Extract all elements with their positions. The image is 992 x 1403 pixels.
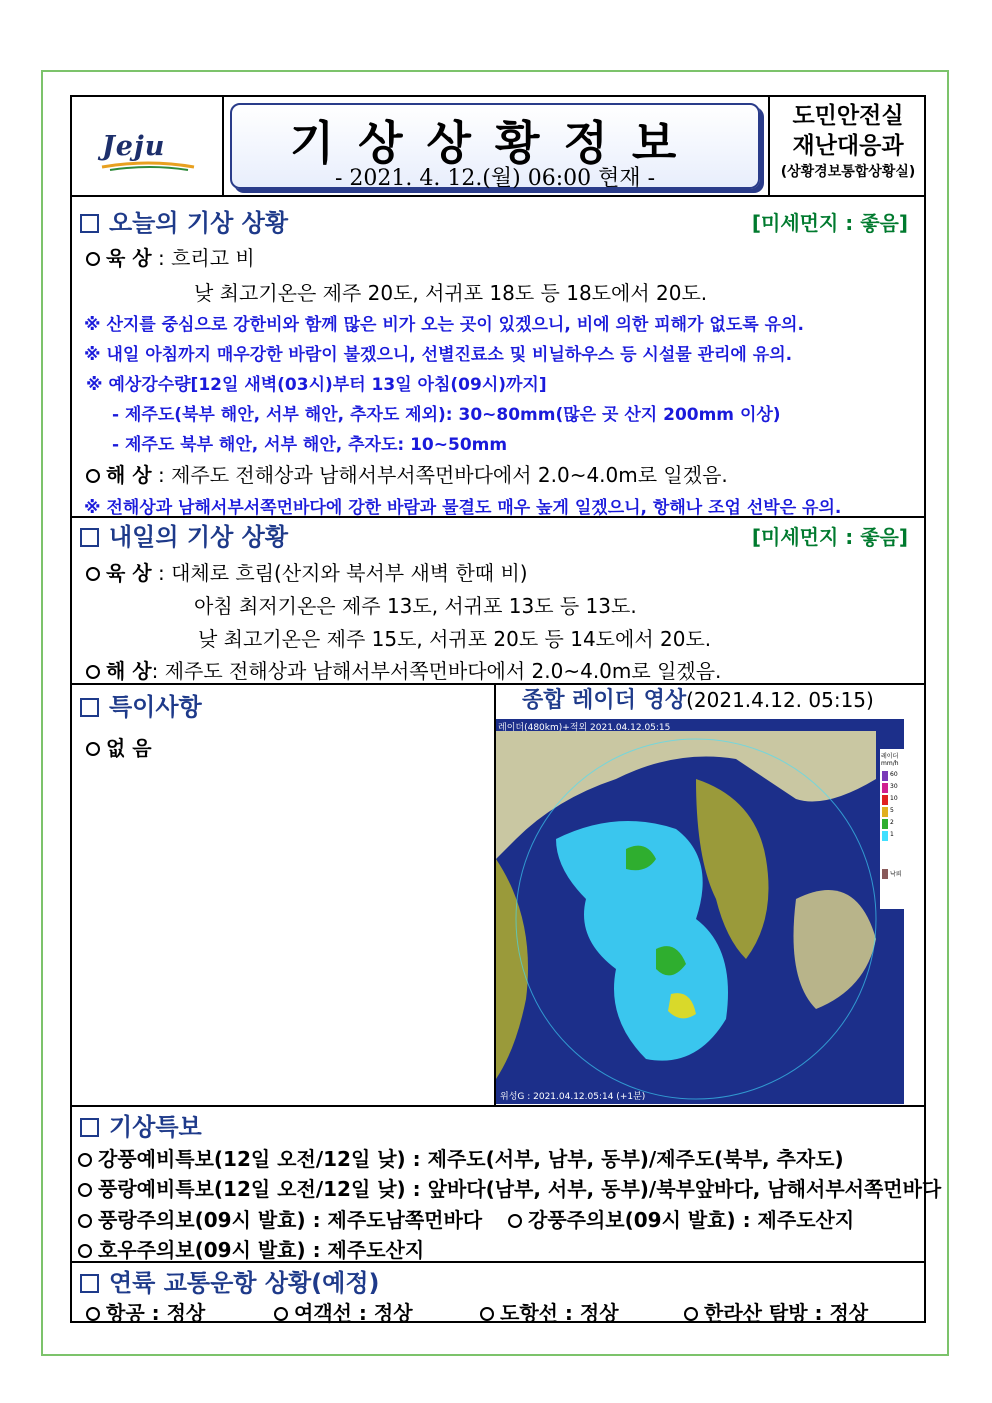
today-land-text: : 흐리고 비 [157, 246, 255, 270]
radar-title-text: 종합 레이더 영상 [522, 688, 687, 713]
circle-bullet-icon [86, 252, 100, 266]
today-title-text: 오늘의 기상 상황 [109, 209, 288, 237]
legend-value: 5 [890, 807, 894, 814]
circle-bullet-icon [86, 469, 100, 483]
checkbox-square-icon [80, 528, 99, 547]
today-land-label: 육 상 [106, 246, 152, 270]
legend-swatch [882, 783, 888, 793]
legend-swatch [882, 807, 888, 817]
logo-swoosh-icon [100, 161, 196, 171]
today-rain-2: - 제주도 북부 해안, 서부 해안, 추자도: 10~50mm [112, 435, 508, 455]
circle-bullet-icon [78, 1183, 92, 1197]
warning-item [78, 1143, 844, 1172]
warning-item-text: 강풍주의보(09시 발효) : 제주도산지 [528, 1208, 855, 1232]
transport-item [86, 1297, 205, 1326]
transport-item-text: 항공 : 정상 [106, 1301, 206, 1325]
circle-bullet-icon [274, 1307, 288, 1321]
circle-bullet-icon [508, 1214, 522, 1228]
logo-text: Jeju [102, 131, 166, 162]
today-rain-1: - 제주도(북부 해안, 서부 해안, 추자도 제외): 30~80mm(많은 곳 산지 200mm 이상) [112, 405, 781, 425]
today-note-3: ※ 전해상과 남해서부서쪽먼바다에 강한 바람과 물결도 매우 높게 일겠으니, 항해나 조업 선박은 유의. [84, 498, 842, 518]
tomorrow-sea-label: 해 상 [106, 659, 152, 683]
report-datetime: - 2021. 4. 12.(월) 06:00 현재 - [334, 166, 656, 191]
special-section-title [80, 687, 202, 722]
tomorrow-title-text: 내일의 기상 상황 [109, 523, 288, 551]
dept-name-3: (상황경보통합상황실) [780, 164, 916, 180]
dept-name-2: 재난대응과 [792, 133, 904, 159]
legend-swatch [882, 869, 888, 879]
circle-bullet-icon [86, 567, 100, 581]
today-sea-label: 해 상 [106, 463, 152, 487]
warning-item-text: 호우주의보(09시 발효) : 제주도산지 [98, 1238, 425, 1262]
radar-legend [880, 749, 904, 909]
legend-value: 2 [890, 819, 894, 826]
tomorrow-land-text: : 대체로 흐림(산지와 북서부 새벽 한때 비) [157, 561, 528, 585]
legend-value: 60 [890, 771, 898, 778]
radar-map-graphic [496, 719, 904, 1104]
jeju-logo [72, 97, 224, 195]
transport-title-text: 연륙 교통운항 상황(예정) [109, 1269, 380, 1297]
warning-item [78, 1234, 424, 1263]
transport-item [480, 1297, 619, 1326]
checkbox-square-icon [80, 698, 99, 717]
transport-item-text: 여객선 : 정상 [294, 1301, 413, 1325]
warning-item-text: 풍랑예비특보(12일 오전/12일 낮) : 앞바다(남부, 서부, 동부)/북부앞바다, 남해서부서쪽먼바다 [98, 1177, 942, 1201]
title-box [230, 103, 760, 189]
today-rain-title: ※ 예상강수량[12일 새벽(03시)부터 13일 아침(09시)까지] [86, 375, 547, 395]
legend-value: 30 [890, 783, 898, 790]
checkbox-square-icon [80, 1118, 99, 1137]
warning-item-text: 풍랑주의보(09시 발효) : 제주도남쪽먼바다 [98, 1208, 483, 1232]
circle-bullet-icon [78, 1244, 92, 1258]
tomorrow-land-label: 육 상 [106, 561, 152, 585]
page-title: 기상상황정보 [289, 116, 701, 170]
legend-lightning: 낙뢰 [890, 871, 902, 878]
today-land-temp: 낮 최고기온은 제주 20도, 서귀포 18도 등 18도에서 20도. [194, 281, 708, 305]
legend-unit: mm/h [881, 760, 899, 767]
tomorrow-sea-line [86, 655, 721, 684]
circle-bullet-icon [86, 742, 100, 756]
warning-item-text: 강풍예비특보(12일 오전/12일 낮) : 제주도(서부, 남부, 동부)/제주도(북부, 추자도) [98, 1147, 844, 1171]
transport-item [684, 1297, 868, 1326]
today-sea-text: : 제주도 전해상과 남해서부서쪽먼바다에서 2.0~4.0m로 일겠음. [157, 463, 728, 487]
tomorrow-min-temp: 아침 최저기온은 제주 13도, 서귀포 13도 등 13도. [194, 594, 637, 618]
tomorrow-sea-text: : 제주도 전해상과 남해서부서쪽먼바다에서 2.0~4.0m로 일겠음. [151, 659, 722, 683]
radar-caption: 레이더(480km)+적외 2021.04.12.05:15 [498, 723, 671, 733]
transport-item [274, 1297, 413, 1326]
tomorrow-max-temp: 낮 최고기온은 제주 15도, 서귀포 20도 등 14도에서 20도. [198, 627, 712, 651]
transport-section-title [80, 1263, 380, 1298]
legend-value: 1 [890, 831, 894, 838]
department-cell [768, 97, 926, 195]
today-section-title [80, 203, 288, 238]
warning-item [508, 1204, 854, 1233]
today-sea-line [86, 459, 728, 488]
radar-image [496, 719, 904, 1104]
transport-item-text: 도항선 : 정상 [500, 1301, 619, 1325]
radar-footer: 위성G : 2021.04.12.05:14 (+1분) [500, 1092, 646, 1102]
tomorrow-dust-badge: [미세먼지 : 좋음] [751, 525, 908, 549]
special-title-text: 특이사항 [109, 693, 202, 721]
dept-name-1: 도민안전실 [792, 103, 904, 129]
warnings-title-text: 기상특보 [109, 1113, 202, 1141]
circle-bullet-icon [480, 1307, 494, 1321]
weather-report-document [70, 95, 942, 1325]
transport-item-text: 한라산 탐방 : 정상 [704, 1301, 869, 1325]
special-item [86, 732, 152, 761]
tomorrow-land-line [86, 557, 528, 586]
legend-swatch [882, 819, 888, 829]
checkbox-square-icon [80, 214, 99, 233]
today-land-line [86, 242, 255, 271]
warning-item [78, 1204, 482, 1233]
legend-title: 레이더 [881, 753, 899, 760]
header-row [72, 97, 924, 197]
legend-swatch [882, 771, 888, 781]
radar-title [522, 683, 874, 714]
warnings-section-title [80, 1107, 202, 1142]
circle-bullet-icon [78, 1214, 92, 1228]
circle-bullet-icon [86, 665, 100, 679]
radar-time: (2021.4.12. 05:15) [686, 688, 874, 712]
special-item-text: 없 음 [106, 736, 152, 760]
circle-bullet-icon [78, 1153, 92, 1167]
today-note-2: ※ 내일 아침까지 매우강한 바람이 불겠으니, 선별진료소 및 비닐하우스 등 시설물 관리에 유의. [84, 345, 793, 365]
legend-swatch [882, 831, 888, 841]
legend-swatch [882, 795, 888, 805]
circle-bullet-icon [86, 1307, 100, 1321]
today-note-1: ※ 산지를 중심으로 강한비와 함께 많은 비가 오는 곳이 있겠으니, 비에 의한 피해가 없도록 유의. [84, 315, 804, 335]
today-dust-badge: [미세먼지 : 좋음] [751, 211, 908, 235]
warning-item [78, 1173, 941, 1202]
circle-bullet-icon [684, 1307, 698, 1321]
legend-value: 10 [890, 795, 898, 802]
checkbox-square-icon [80, 1274, 99, 1293]
tomorrow-section-title [80, 517, 288, 552]
